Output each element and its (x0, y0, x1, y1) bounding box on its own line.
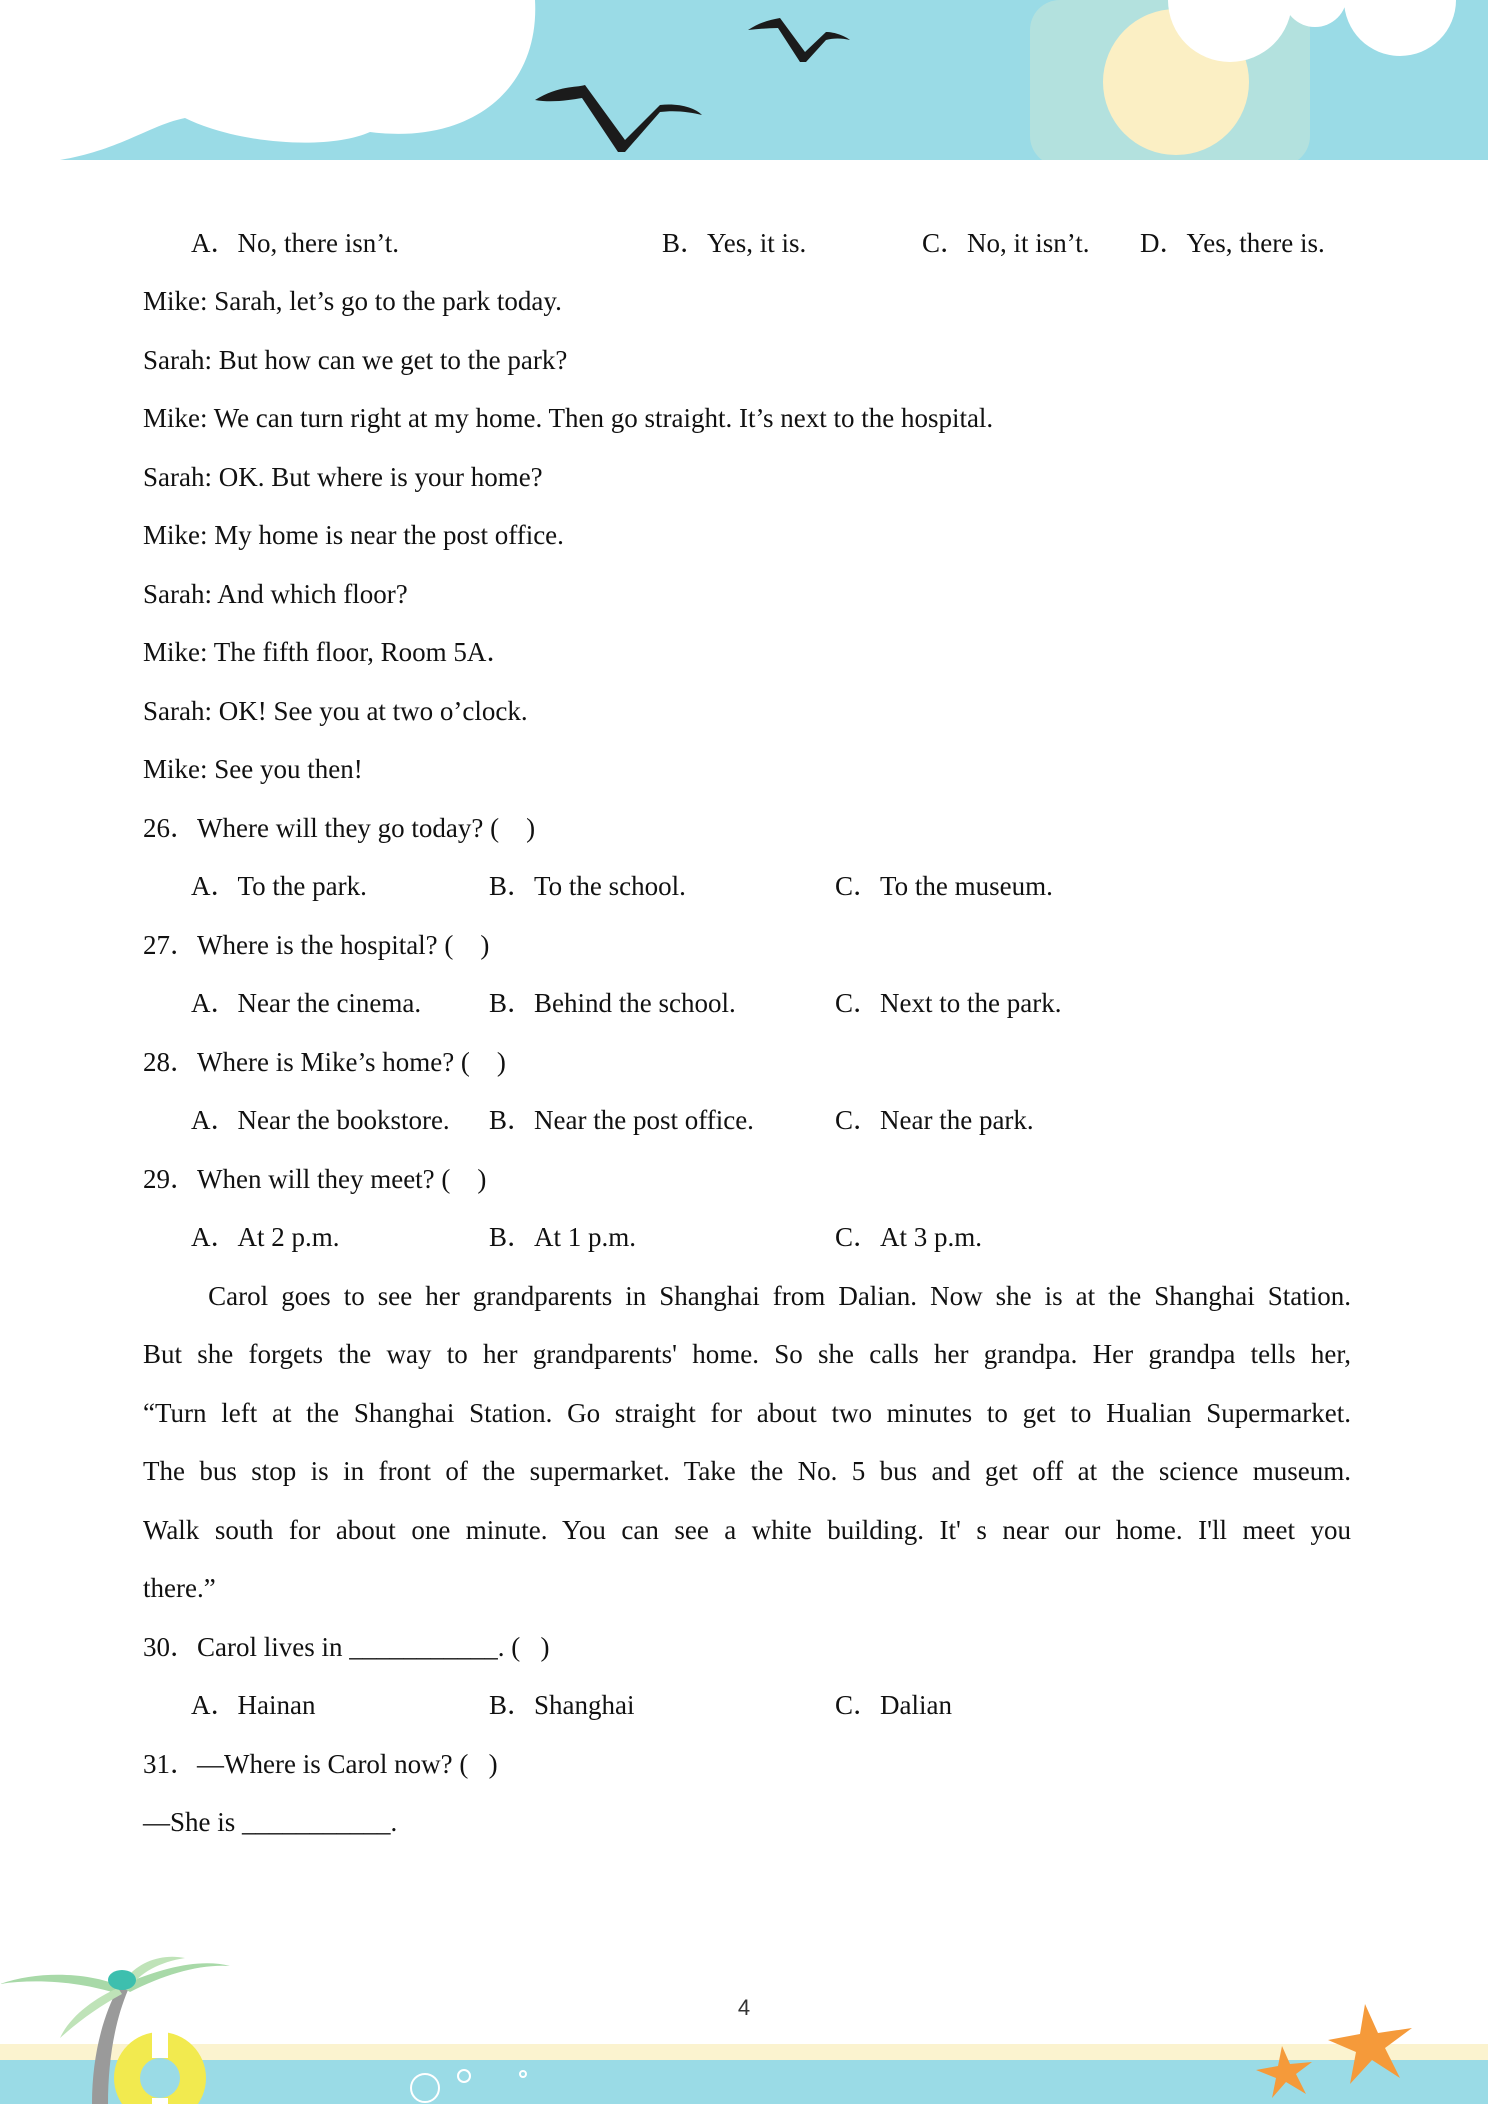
page-number: 4 (737, 1995, 751, 2020)
passage-line: But she forgets the way to her grandparents' home. So she calls her grandpa. Her grandpa tells her, (143, 1339, 1351, 1369)
footer-beach-banner (0, 1928, 1488, 2104)
option-b: B．To the school. (489, 871, 686, 901)
dialogue-line: Sarah: And which floor? (143, 579, 408, 609)
header-sky-banner (0, 0, 1488, 166)
option-a: A．Near the bookstore. (191, 1105, 450, 1135)
option-b: B．Yes, it is. (662, 228, 807, 258)
sea-strip (0, 2060, 1488, 2104)
passage-line: Walk south for about one minute. You can see a white building. It' s near our home. I'll meet you (143, 1515, 1351, 1545)
passage-line: there.” (143, 1573, 216, 1603)
passage-line: “Turn left at the Shanghai Station. Go straight for about two minutes to get to Hualian Supermarket. (143, 1398, 1351, 1428)
dialogue-line: Mike: See you then! (143, 754, 363, 784)
option-a: A．No, there isn’t. (191, 228, 399, 258)
option-c: C．Dalian (835, 1690, 952, 1720)
dialogue-line: Sarah: But how can we get to the park? (143, 345, 568, 375)
option-b: B．Behind the school. (489, 988, 736, 1018)
dialogue-line: Mike: We can turn right at my home. Then go straight. It’s next to the hospital. (143, 403, 994, 433)
option-a: A．Near the cinema. (191, 988, 422, 1018)
question-30: 30．Carol lives in ___________. ( ) (143, 1632, 550, 1662)
option-c: C．At 3 p.m. (835, 1222, 983, 1252)
question-31: 31．—Where is Carol now? ( ) (143, 1749, 498, 1779)
sand-strip (0, 2044, 1488, 2060)
dialogue-line: Mike: My home is near the post office. (143, 520, 564, 550)
question-28: 28．Where is Mike’s home? ( ) (143, 1047, 506, 1077)
option-c: C．No, it isn’t. (922, 228, 1090, 258)
dialogue-line: Mike: The fifth floor, Room 5A． (143, 637, 514, 667)
dialogue-line: Mike: Sarah, let’s go to the park today. (143, 286, 562, 316)
question-29: 29．When will they meet? ( ) (143, 1164, 487, 1194)
option-c: C．To the museum. (835, 871, 1053, 901)
option-d: D．Yes, there is. (1140, 228, 1325, 258)
answer-line: —She is ___________. (143, 1807, 398, 1837)
option-b: B．At 1 p.m. (489, 1222, 637, 1252)
passage-line: Carol goes to see her grandparents in Shanghai from Dalian. Now she is at the Shanghai Station. (143, 1281, 1351, 1311)
question-26: 26．Where will they go today? ( ) (143, 813, 536, 843)
option-c: C．Next to the park. (835, 988, 1062, 1018)
dialogue-line: Sarah: OK! See you at two o’clock. (143, 696, 528, 726)
option-c: C．Near the park. (835, 1105, 1034, 1135)
passage-line: The bus stop is in front of the supermarket. Take the No. 5 bus and get off at the science museum. (143, 1456, 1351, 1486)
dialogue-line: Sarah: OK. But where is your home? (143, 462, 543, 492)
swim-ring-icon (114, 2032, 206, 2104)
question-27: 27．Where is the hospital? ( ) (143, 930, 490, 960)
option-a: A．At 2 p.m. (191, 1222, 340, 1252)
option-b: B．Near the post office. (489, 1105, 754, 1135)
option-a: A．To the park. (191, 871, 367, 901)
option-b: B．Shanghai (489, 1690, 635, 1720)
option-a: A．Hainan (191, 1690, 316, 1720)
